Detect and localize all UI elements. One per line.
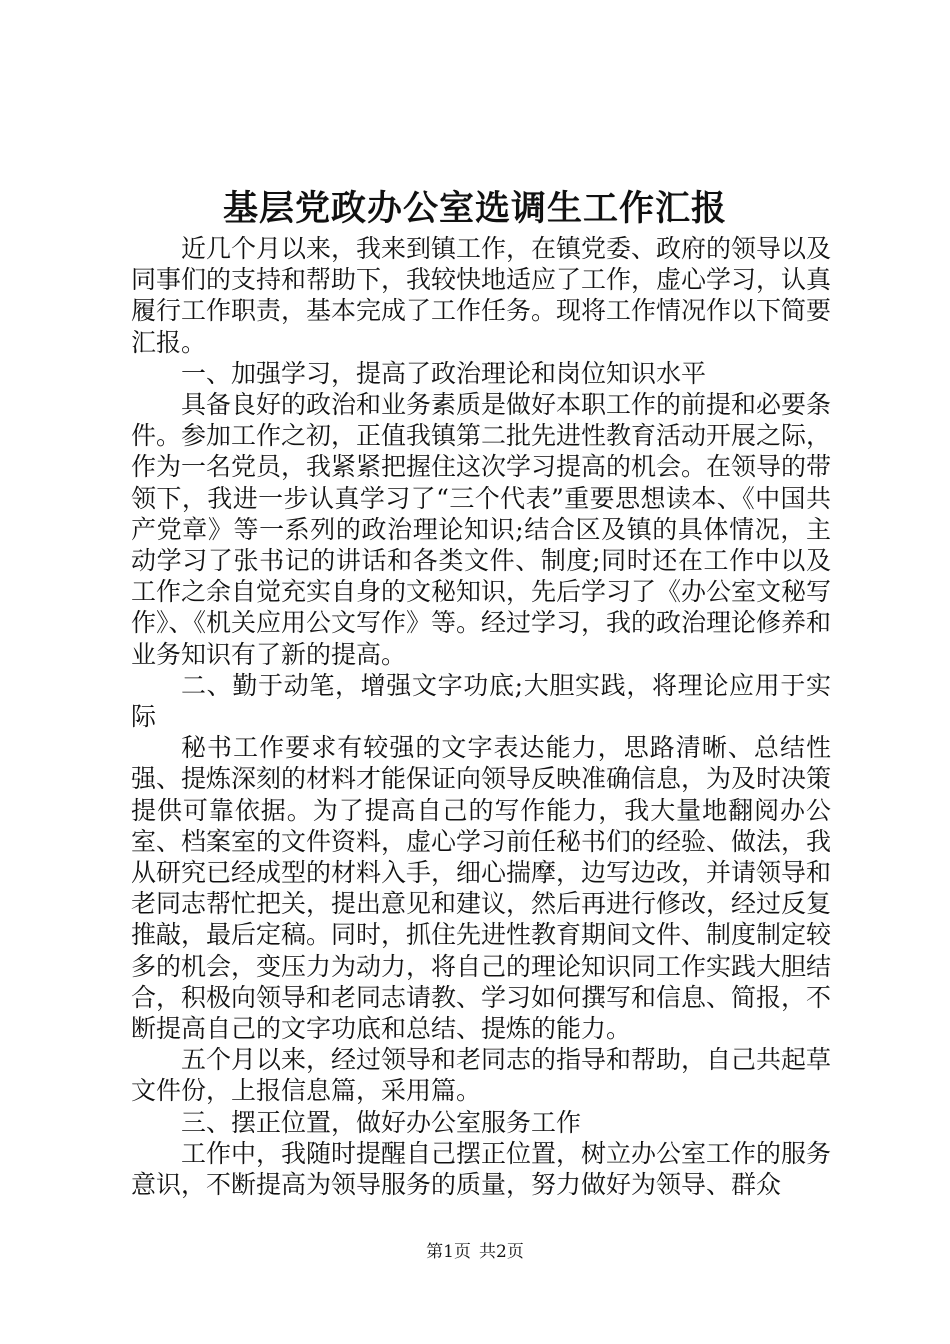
page-number: 第1页 (426, 1242, 471, 1262)
section-heading-2: 二、勤于动笔，增强文字功底;大胆实践，将理论应用于实际 (131, 670, 831, 732)
page-title: 基层党政办公室选调生工作汇报 (222, 188, 727, 229)
page-total: 共2页 (479, 1242, 524, 1262)
page-footer (0, 1240, 950, 1264)
section-heading-3: 三、摆正位置，做好办公室服务工作 (181, 1107, 582, 1137)
document-body (131, 233, 831, 1200)
section-heading-1: 一、加强学习，提高了政治理论和岗位知识水平 (181, 358, 707, 388)
paragraph-study: 具备良好的政治和业务素质是做好本职工作的前提和必要条件。参加工作之初，正值我镇第二批先进性教育活动开展之际，作为一名党员，我紧紧把握住这次学习提高的机会。在领导的带领下，我进一步认真学习了“三个代表”重要思想读本、《中国共产党章》等一系列的政治理论知识;结合区及镇的具体情况，主动学习了张书记的讲话和各类文件、制度;同时还在工作中以及工作之余自觉充实自身的文秘知识，先后学习了《办公室文秘写作》、《机关应用公文写作》等。经过学习，我的政治理论修养和业务知识有了新的提高。 (131, 390, 832, 669)
paragraph-intro: 近几个月以来，我来到镇工作，在镇党委、政府的领导以及同事们的支持和帮助下，我较快地适应了工作，虚心学习，认真履行工作职责，基本完成了工作任务。现将工作情况作以下简要汇报。 (131, 234, 832, 357)
paragraph-five-months: 五个月以来，经过领导和老同志的指导和帮助，自己共起草文件份，上报信息篇，采用篇。 (131, 1045, 832, 1106)
paragraph-writing: 秘书工作要求有较强的文字表达能力，思路清晰、总结性强、提炼深刻的材料才能保证向领导反映准确信息，为及时决策提供可靠依据。为了提高自己的写作能力，我大量地翻阅办公室、档案室的文件资料，虚心学习前任秘书们的经验、做法，我从研究已经成型的材料入手，细心揣摩，边写边改，并请领导和老同志帮忙把关，提出意见和建议，然后再进行修改，经过反复推敲，最后定稿。同时，抓住先进性教育期间文件、制度制定较多的机会，变压力为动力，将自己的理论知识同工作实践大胆结合，积极向领导和老同志请教、学习如何撰写和信息、简报，不断提高自己的文字功底和总结、提炼的能力。 (131, 733, 832, 1044)
paragraph-service: 工作中，我随时提醒自己摆正位置，树立办公室工作的服务意识，不断提高为领导服务的质量，努力做好为领导、群众 (131, 1138, 832, 1200)
